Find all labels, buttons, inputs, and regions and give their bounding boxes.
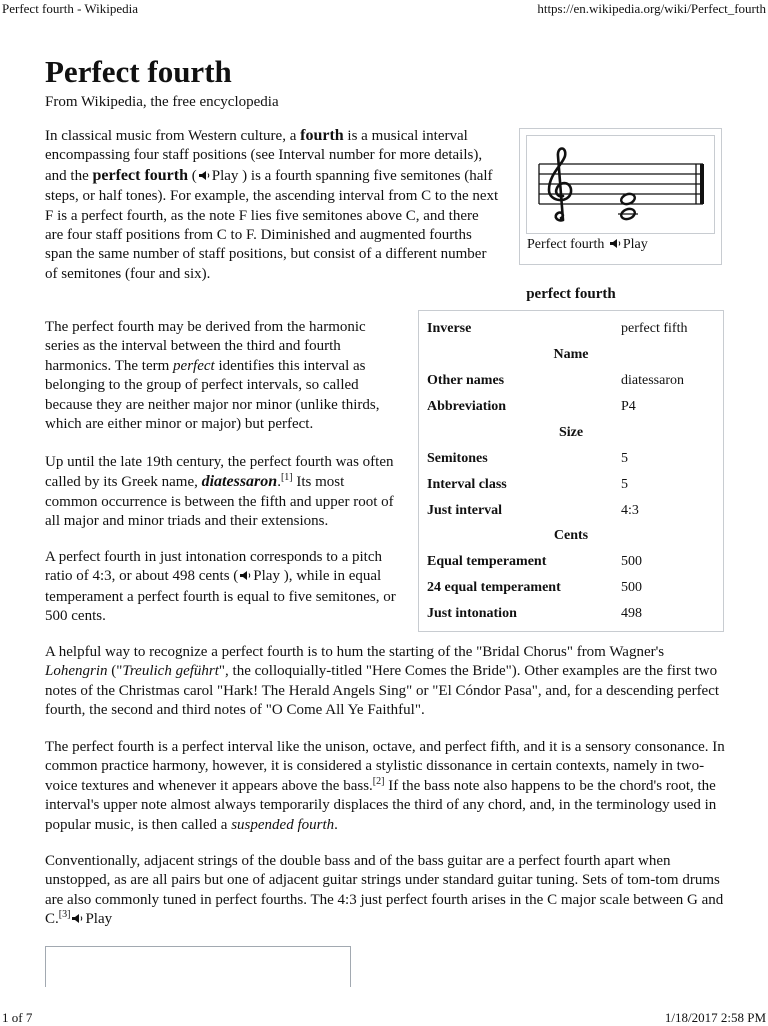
speaker-icon[interactable] <box>198 168 211 187</box>
print-page-title: Perfect fourth - Wikipedia <box>2 1 139 16</box>
infobox-row: Abbreviation P4 <box>427 399 636 414</box>
page-subtitle: From Wikipedia, the free encyclopedia <box>45 94 279 110</box>
figure-caption: Perfect fourth Play <box>527 237 648 252</box>
paragraph-just-intonation: A perfect fourth in just intonation corresponds to a pitch ratio of 4:3, or about 498 cents ( Play ), while in equal temperament a perfect fourth is equal to five semitones, or 500 cents. <box>45 549 396 625</box>
infobox-heading-size: Size <box>558 425 584 440</box>
figure-staff <box>519 128 722 265</box>
paragraph-diatessaron: Up until the late 19th century, the perfect fourth was often called by its Greek name, diatessaron.[1] Its most common occurrence is between the fifth and upper root of all major and minor triads and their extensions. <box>45 454 394 530</box>
play-link[interactable]: Play <box>253 568 280 585</box>
page-title: Perfect fourth <box>45 54 232 89</box>
reference-2[interactable]: [2] <box>372 775 385 787</box>
paragraph-intro: In classical music from Western culture, a fourth is a musical interval encompassing four staff positions (see Interval number for more details), and the perfect fourth ( Play ) is a fourth spanning five semitones (half steps, or half tones). For example, the ascending interval from C to the next F is a perfect fourth, as the note F lies five semitones above C, and there are four staff positions from C to F. Diminished and augmented fourths span the same number of staff positions, but consist of a different number of semitones (four and six). <box>45 127 499 282</box>
paragraph-consonance: The perfect fourth is a perfect interval like the unison, octave, and perfect fifth, and it is a sensory consonance. In common practice harmony, however, it is considered a stylistic dissonance in certain contexts, namely in two-voice textures and whenever it appears above the bass.[2] If the bass note also happens to be the chord's root, the interval's upper note almost always temporarily displaces the third of any chord, and, in the terminology used in popular music, is then called a suspended fourth. <box>45 739 725 833</box>
staff-notation-image[interactable] <box>526 135 715 234</box>
infobox-row: Just interval 4:3 <box>427 503 639 518</box>
infobox <box>418 310 724 632</box>
speaker-icon[interactable] <box>609 238 622 254</box>
infobox-row: Just intonation 498 <box>427 606 642 621</box>
play-link[interactable]: Play <box>622 237 648 252</box>
play-link[interactable]: Play <box>211 167 239 184</box>
infobox-title: perfect fourth <box>526 286 616 302</box>
paragraph-recognize: A helpful way to recognize a perfect fourth is to hum the starting of the "Bridal Chorus" from Wagner's Lohengrin ("Treulich geführt", the colloquially-titled "Here Comes the Bride"). Other examples are the first two notes of the Christmas carol "Hark! The Herald Angels Sing" or "El Cóndor Pasa", and, for a descending perfect fourth, the second and third notes of "O Come All Ye Faithful". <box>45 644 720 719</box>
print-datetime: 1/18/2017 2:58 PM <box>664 1010 766 1025</box>
play-link[interactable]: Play <box>85 911 113 928</box>
contents-box-partial <box>45 946 351 987</box>
paragraph-harmonic-series: The perfect fourth may be derived from the harmonic series as the interval between the third and fourth harmonics. The term perfect identifies this interval as belonging to the group of perfect intervals, so called because they are neither major nor minor (unlike thirds, which are either minor or major) but perfect. <box>45 319 380 433</box>
print-url[interactable]: https://en.wikipedia.org/wiki/Perfect_fourth <box>537 1 766 16</box>
infobox-heading-cents: Cents <box>553 528 589 543</box>
infobox-row: 24 equal temperament 500 <box>427 580 642 595</box>
infobox-row: Interval class 5 <box>427 477 628 492</box>
infobox-row: Semitones 5 <box>427 451 628 466</box>
infobox-row: Other names diatessaron <box>427 373 684 388</box>
infobox-row: Equal temperament 500 <box>427 554 642 569</box>
paragraph-strings: Conventionally, adjacent strings of the double bass and of the bass guitar are a perfect fourth apart when unstopped, as are all pairs but one of adjacent guitar strings under standard guitar tuning. Sets of tom-tom drums are also commonly tuned in perfect fourths. The 4:3 just perfect fourth arises in the C major scale between G and C.[3] Play <box>45 852 725 931</box>
infobox-row: Inverse perfect fifth <box>427 321 688 336</box>
reference-1[interactable]: [1] <box>280 472 293 484</box>
staff-notation <box>527 136 714 233</box>
reference-3[interactable]: [3] <box>58 909 71 921</box>
speaker-icon[interactable] <box>239 568 252 587</box>
speaker-icon[interactable] <box>71 911 84 930</box>
infobox-heading-name: Name <box>553 347 589 362</box>
print-page-count: 1 of 7 <box>2 1010 33 1025</box>
